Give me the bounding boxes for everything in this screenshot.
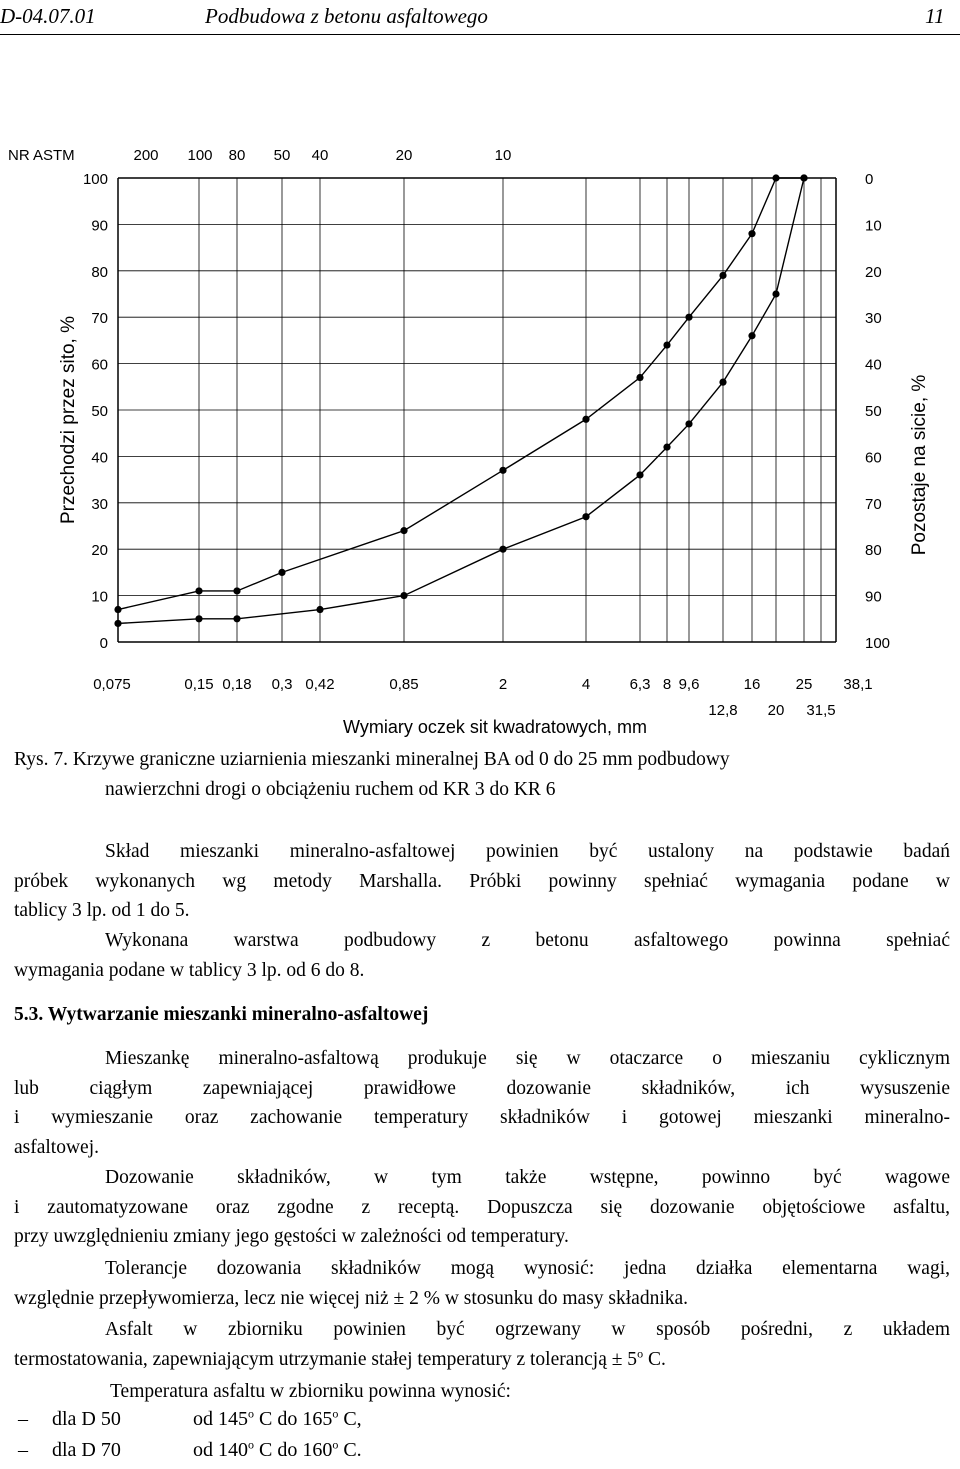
paragraph-text: C. bbox=[643, 1348, 666, 1370]
y-tick-label: 10 bbox=[91, 588, 108, 606]
y-tick-label: 80 bbox=[91, 263, 108, 281]
y2-tick-label: 70 bbox=[865, 495, 882, 513]
data-point bbox=[499, 546, 506, 553]
y-tick-label: 30 bbox=[91, 495, 108, 513]
data-point bbox=[114, 620, 121, 627]
paragraph-line: asfaltowej. bbox=[14, 1136, 100, 1158]
data-point bbox=[663, 444, 670, 451]
list-item bbox=[0, 1408, 960, 1438]
data-point bbox=[800, 174, 807, 181]
paragraph-line: względnie przepływomierza, lecz nie więcej niż ± 2 % w stosunku do masy składnika. bbox=[14, 1287, 689, 1309]
paragraph-line: Skład mieszanki mineralno-asfaltowej powinien być ustalony na podstawie badań bbox=[105, 841, 950, 862]
y-tick-label: 50 bbox=[91, 403, 108, 420]
data-point bbox=[233, 615, 240, 622]
chart-grid bbox=[118, 178, 836, 642]
data-point bbox=[748, 230, 755, 237]
chart-labels bbox=[8, 147, 930, 737]
grading-curve-chart bbox=[0, 40, 960, 740]
y2-tick-label: 10 bbox=[865, 217, 882, 235]
paragraph-line: i zautomatyzowane oraz zgodne z receptą. Dopuszcza się dozowanie objętościowe asfaltu, bbox=[14, 1196, 950, 1218]
paragraph-tolerances bbox=[14, 1254, 950, 1313]
astm-tick-label: 200 bbox=[133, 147, 159, 164]
astm-tick-label: 40 bbox=[311, 147, 329, 164]
y2-tick-label: 30 bbox=[865, 310, 882, 328]
x-tick-label: 0,42 bbox=[305, 676, 335, 693]
paragraph-line: próbek wykonanych wg metody Marshalla. Próbki powinny spełniać wymagania podane w bbox=[14, 870, 950, 892]
paragraph-line: Tolerancje dozowania składników mogą wynosić: jedna działka elementarna wagi, bbox=[105, 1258, 950, 1279]
y-tick-label: 40 bbox=[91, 449, 108, 467]
caption-line-2: nawierzchni drogi o obciążeniu ruchem od KR 3 do KR 6 bbox=[105, 778, 556, 800]
x-tick-label: 12,8 bbox=[708, 702, 738, 719]
astm-tick-label: 100 bbox=[187, 147, 213, 164]
data-point bbox=[114, 606, 121, 613]
data-point bbox=[772, 290, 779, 297]
astm-tick-label: 10 bbox=[494, 147, 512, 164]
y2-tick-label: 40 bbox=[865, 356, 882, 374]
data-point bbox=[719, 272, 726, 279]
y2-tick-label: 60 bbox=[865, 449, 882, 467]
y2-tick-label: 50 bbox=[865, 403, 882, 420]
data-point bbox=[663, 341, 670, 348]
y2-tick-label: 0 bbox=[865, 171, 874, 188]
grading-curve bbox=[118, 178, 804, 623]
paragraph-line bbox=[14, 1345, 950, 1375]
astm-tick-label: 50 bbox=[273, 147, 291, 164]
paragraph-asphalt-temperature: Temperatura asfaltu w zbiorniku powinna wynosić: bbox=[110, 1381, 511, 1402]
document-title: Podbudowa z betonu asfaltowego bbox=[205, 4, 488, 28]
chart-curves bbox=[114, 174, 807, 627]
y-tick-label: 90 bbox=[91, 217, 108, 235]
y2-tick-label: 80 bbox=[865, 542, 882, 560]
data-point bbox=[316, 606, 323, 613]
paragraph-asphalt-heating bbox=[14, 1315, 950, 1374]
list-item-name: dla D 50 bbox=[52, 1408, 121, 1430]
paragraph-line: tablicy 3 lp. od 1 do 5. bbox=[14, 900, 190, 921]
x-tick-label: 8 bbox=[662, 676, 672, 693]
list-item-range: od 140$^o$ C do 160$^o$ C. bbox=[193, 1437, 362, 1461]
paragraph-line: Wykonana warstwa podbudowy z betonu asfaltowego powinna spełniać bbox=[105, 930, 950, 951]
x-tick-label: 0,3 bbox=[271, 676, 293, 693]
y-tick-label: 100 bbox=[82, 171, 108, 188]
y2-tick-label: 100 bbox=[865, 635, 891, 652]
x-tick-label: 6,3 bbox=[629, 676, 651, 693]
document-code: D-04.07.01 bbox=[0, 4, 96, 28]
data-point bbox=[772, 174, 779, 181]
astm-tick-label: 80 bbox=[228, 147, 246, 164]
x-tick-label: 16 bbox=[743, 676, 761, 693]
data-point bbox=[195, 587, 202, 594]
degree-sign: o bbox=[637, 1346, 644, 1360]
data-point bbox=[195, 615, 202, 622]
astm-tick-label: 20 bbox=[395, 147, 413, 164]
paragraph-line: lub ciągłym zapewniającej prawidłowe dozowanie składników, ich wysuszenie bbox=[14, 1077, 950, 1099]
data-point bbox=[278, 569, 285, 576]
x-tick-label: 2 bbox=[498, 676, 508, 693]
y2-tick-label: 20 bbox=[865, 263, 882, 281]
data-point bbox=[636, 374, 643, 381]
x-tick-label: 9,6 bbox=[678, 676, 700, 693]
x-tick-label: 25 bbox=[795, 676, 813, 693]
data-point bbox=[719, 379, 726, 386]
paragraph-line: i wymieszanie oraz zachowanie temperatury składników i gotowej mieszanki mineralno- bbox=[14, 1107, 950, 1128]
data-point bbox=[499, 467, 506, 474]
data-point bbox=[400, 527, 407, 534]
paragraph-line: Asfalt w zbiorniku powinien być ogrzewany w sposób pośredni, z układem bbox=[105, 1319, 950, 1340]
data-point bbox=[582, 416, 589, 423]
caption-line-1: Rys. 7. Krzywe graniczne uziarnienia mieszanki mineralnej BA od 0 do 25 mm podbudowy bbox=[14, 749, 730, 770]
data-point bbox=[748, 332, 755, 339]
x-tick-label: 31,5 bbox=[806, 702, 836, 719]
data-point bbox=[233, 587, 240, 594]
y2-axis-title: Pozostaje na sicie, % bbox=[909, 374, 930, 556]
x-tick-label: 0,15 bbox=[184, 676, 214, 693]
paragraph-composition bbox=[14, 837, 950, 926]
x-tick-label: 4 bbox=[581, 676, 591, 693]
page-header bbox=[0, 0, 960, 35]
data-point bbox=[582, 513, 589, 520]
paragraph-production bbox=[14, 1044, 950, 1162]
data-point bbox=[400, 592, 407, 599]
section-heading: 5.3. Wytwarzanie mieszanki mineralno-asfaltowej bbox=[14, 1004, 429, 1025]
y-tick-label: 20 bbox=[91, 542, 108, 560]
list-item bbox=[0, 1439, 960, 1469]
grading-chart-svg bbox=[0, 40, 960, 740]
x-tick-label: 0,85 bbox=[389, 676, 419, 693]
y2-tick-label: 90 bbox=[865, 588, 882, 606]
paragraph-dosing bbox=[14, 1163, 950, 1252]
y-axis-title: Przechodzi przez sito, % bbox=[58, 315, 79, 525]
data-point bbox=[685, 420, 692, 427]
list-item-range: od 145$^o$ C do 165$^o$ C, bbox=[193, 1406, 362, 1430]
x-tick-label: 38,1 bbox=[843, 676, 873, 693]
astm-label: NR ASTM bbox=[8, 147, 75, 164]
paragraph-line: Dozowanie składników, w tym także wstępne, powinno być wagowe bbox=[105, 1167, 950, 1188]
x-tick-label: 20 bbox=[767, 702, 785, 719]
page-number: 11 bbox=[925, 4, 945, 28]
grading-curve bbox=[118, 178, 804, 610]
y-tick-label: 70 bbox=[91, 310, 108, 328]
y-tick-label: 60 bbox=[91, 356, 108, 374]
x-tick-label: 0,075 bbox=[93, 676, 131, 693]
figure-caption bbox=[14, 745, 954, 804]
paragraph-layer-requirements bbox=[14, 926, 950, 985]
paragraph-line: Mieszankę mineralno-asfaltową produkuje się w otaczarce o mieszaniu cyklicznym bbox=[105, 1048, 950, 1069]
x-axis-title: Wymiary oczek sit kwadratowych, mm bbox=[343, 717, 647, 737]
list-item-name: dla D 70 bbox=[52, 1439, 121, 1461]
paragraph-line: wymagania podane w tablicy 3 lp. od 6 do 8. bbox=[14, 959, 365, 981]
x-tick-label: 0,18 bbox=[222, 676, 252, 693]
data-point bbox=[685, 314, 692, 321]
list-dash: – bbox=[18, 1439, 28, 1461]
list-dash: – bbox=[18, 1408, 28, 1430]
y-tick-label: 0 bbox=[99, 635, 108, 652]
data-point bbox=[636, 471, 643, 478]
paragraph-text: termostatowania, zapewniającym utrzymanie stałej temperatury z tolerancją ± 5 bbox=[14, 1348, 638, 1370]
paragraph-line: przy uwzględnieniu zmiany jego gęstości w zależności od temperatury. bbox=[14, 1226, 569, 1247]
